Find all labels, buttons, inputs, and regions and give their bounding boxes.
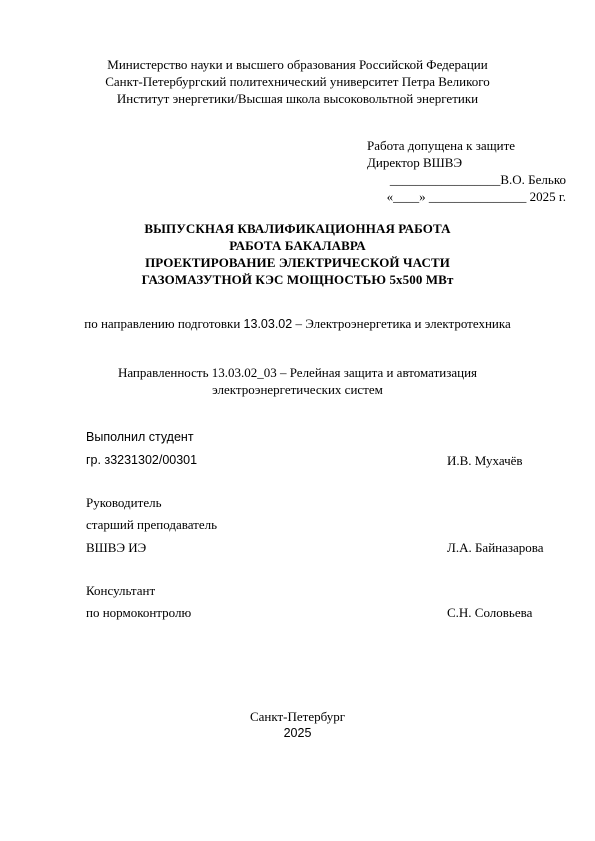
title-line-2: РАБОТА БАКАЛАВРА: [229, 238, 366, 253]
student-name: И.В. Мухачёв: [447, 453, 523, 468]
direction-prefix: по направлению подготовки: [84, 316, 244, 331]
supervisor-position: старший преподаватель: [86, 517, 218, 532]
organization-header: [0, 56, 595, 107]
footer: [0, 708, 595, 742]
focus-line-1: Направленность 13.03.02_03 – Релейная защита и автоматизация: [117, 365, 478, 380]
study-focus: [0, 364, 595, 398]
consultant-label: Консультант: [86, 583, 156, 598]
approval-block: [367, 137, 566, 205]
approval-date-line: «____» _______________ 2025 г.: [386, 189, 566, 204]
study-direction: [0, 315, 595, 333]
supervisor-label: Руководитель: [86, 495, 162, 510]
consultant-role: по нормоконтролю: [86, 605, 192, 620]
footer-year: 2025: [283, 726, 312, 740]
ministry-line: Министерство науки и высшего образования Российской Федерации: [107, 57, 488, 72]
direction-suffix: – Электроэнергетика и электротехника: [292, 316, 511, 331]
institute-line: Институт энергетики/Высшая школа высоковольтной энергетики: [116, 91, 479, 106]
focus-line-2: электроэнергетических систем: [212, 382, 383, 397]
consultant-name: С.Н. Соловьева: [447, 605, 533, 620]
footer-city: Санкт-Петербург: [249, 709, 346, 724]
thesis-title: [0, 220, 595, 288]
approval-director: Директор ВШВЭ: [367, 155, 463, 170]
supervisor-name: Л.А. Байназарова: [447, 540, 544, 555]
student-label: Выполнил студент: [86, 430, 194, 444]
student-group: гр. з3231302/00301: [86, 453, 198, 467]
approval-admitted: Работа допущена к защите: [367, 138, 516, 153]
title-line-4: ГАЗОМАЗУТНОЙ КЭС МОЩНОСТЬЮ 5х500 МВт: [141, 272, 454, 287]
direction-code: 13.03.02: [243, 317, 293, 331]
title-line-1: ВЫПУСКНАЯ КВАЛИФИКАЦИОННАЯ РАБОТА: [144, 221, 451, 236]
approval-signature-line: _________________В.О. Белько: [389, 172, 566, 187]
supervisor-department: ВШВЭ ИЭ: [86, 540, 147, 555]
title-line-3: ПРОЕКТИРОВАНИЕ ЭЛЕКТРИЧЕСКОЙ ЧАСТИ: [145, 255, 450, 270]
university-line: Санкт-Петербургский политехнический университет Петра Великого: [105, 74, 490, 89]
